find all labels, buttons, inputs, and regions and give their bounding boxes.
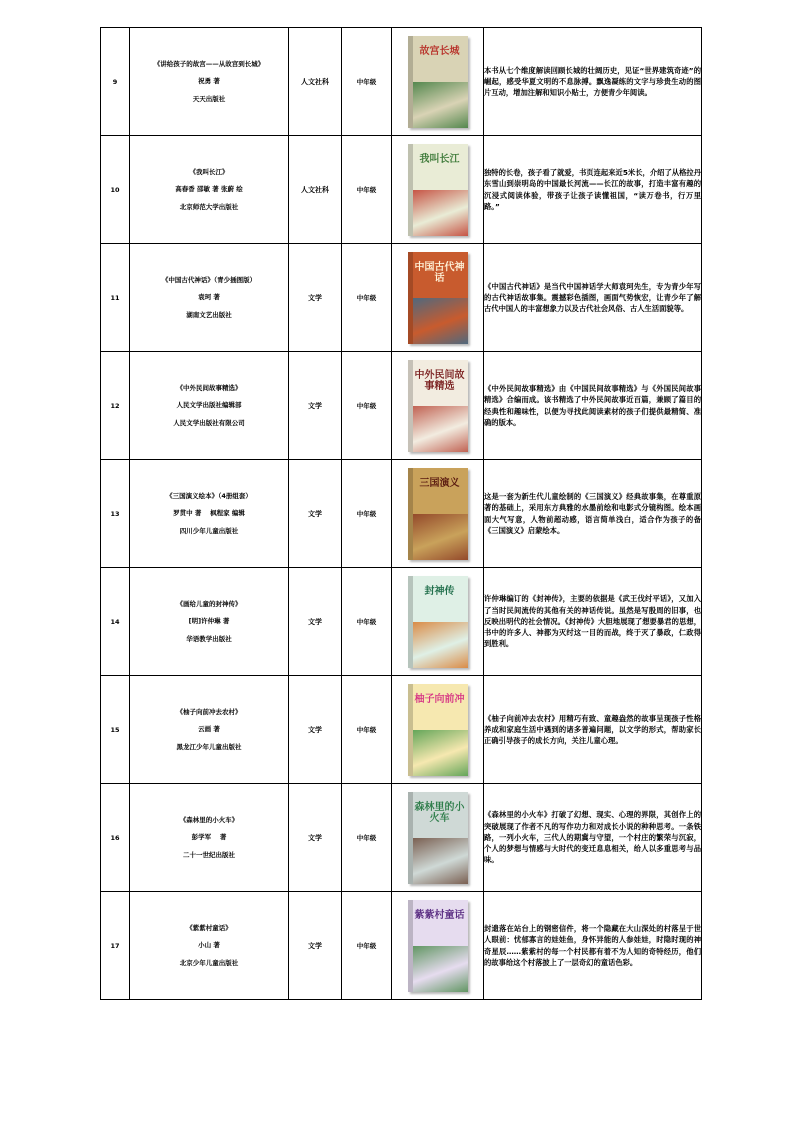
- book-category: 文学: [289, 892, 342, 1000]
- cover-zhongguo-gudai-shenhua: [408, 252, 468, 344]
- cover-illustration: [413, 298, 468, 344]
- book-grade: 中年级: [342, 892, 392, 1000]
- cover-spine: [408, 468, 413, 560]
- cover-illustration: [413, 190, 468, 236]
- cover-youzi-xiangqian-chong: [408, 684, 468, 776]
- book-cover-cell: [392, 892, 484, 1000]
- book-cover-cell: [392, 676, 484, 784]
- book-publisher: 北京师范大学出版社: [179, 202, 239, 211]
- book-publisher: 华语教学出版社: [186, 634, 232, 643]
- cover-spine: [408, 900, 413, 992]
- book-author: 袁珂 著: [198, 293, 220, 302]
- book-info-cell: [130, 28, 289, 136]
- book-cover-cell: [392, 568, 484, 676]
- book-category: 文学: [289, 676, 342, 784]
- book-cover-cell: [392, 28, 484, 136]
- cover-title: 我叫长江: [419, 153, 460, 165]
- book-cover-cell: [392, 136, 484, 244]
- book-info-cell: [130, 460, 289, 568]
- book-author: 云画 著: [198, 725, 220, 734]
- cover-senlin-xiao-huoche: [408, 792, 468, 884]
- book-title: 《柚子向前冲去农村》: [176, 707, 242, 716]
- book-description: 《森林里的小火车》打破了幻想、现实、心理的界限，其创作上的突破展现了作者不凡的写作功力和对成长小说的种种思考。一条铁路，一列小火车，三代人的期冀与守望，一个村庄的繁荣与沉寂，个人的梦想与情感与大时代的变迁息息相关，给人以多重思考与品味。: [484, 784, 702, 892]
- book-title: 《我叫长江》: [189, 167, 229, 176]
- book-description: 《中国古代神话》是当代中国神话学大师袁珂先生，专为青少年写的古代神话故事集。震撼彩色插图，画面气势恢宏，让青少年了解古代中国人的丰富想象力以及古代社会风俗、古人生活面貌等。: [484, 244, 702, 352]
- cover-gugong-changcheng: [408, 36, 468, 128]
- book-info-cell: [130, 352, 289, 460]
- row-number: 13: [101, 460, 130, 568]
- cover-spine: [408, 576, 413, 668]
- cover-zhongwai-minjian-gushi: [408, 360, 468, 452]
- book-author: 小山 著: [198, 941, 220, 950]
- book-title: 《三国演义绘本》（4册组套）: [166, 491, 252, 500]
- cover-spine: [408, 684, 413, 776]
- book-info-cell: [130, 784, 289, 892]
- cover-title: 故宫长城: [419, 45, 460, 57]
- cover-title: 紫紫村童话: [414, 909, 465, 921]
- cover-spine: [408, 252, 413, 344]
- book-grade: 中年级: [342, 244, 392, 352]
- book-publisher: 二十一世纪出版社: [183, 850, 235, 859]
- book-description: 这是一套为新生代儿童绘制的《三国演义》经典故事集，在尊重原著的基础上，采用东方典雅的水墨前绘和电影式分镜构图。绘本画面大气写意，人物前超动感，语言简单浅白，适合作为孩子的备《三国演义》启蒙绘本。: [484, 460, 702, 568]
- book-grade: 中年级: [342, 352, 392, 460]
- table-row: [101, 784, 702, 892]
- book-description: 本书从七个维度解读回顾长城的壮阔历史，见证“世界建筑奇迹”的崛起，感受华夏文明的不息脉搏。飘逸凝练的文字与珍贵生动的图片互动，增加注解和知识小贴士，方便青少年阅读。: [484, 28, 702, 136]
- cover-spine: [408, 360, 413, 452]
- book-cover-cell: [392, 352, 484, 460]
- cover-illustration: [413, 946, 468, 992]
- book-cover-cell: [392, 460, 484, 568]
- cover-wo-jiao-changjiang: [408, 144, 468, 236]
- table-row: [101, 892, 702, 1000]
- table-row: [101, 136, 702, 244]
- cover-title: 中外民间故事精选: [414, 369, 465, 392]
- cover-illustration: [413, 514, 468, 560]
- book-category: 人文社科: [289, 28, 342, 136]
- cover-zizicun-tonghua: [408, 900, 468, 992]
- book-grade: 中年级: [342, 568, 392, 676]
- table-row: [101, 352, 702, 460]
- book-category: 文学: [289, 244, 342, 352]
- book-list-table: [100, 27, 702, 1000]
- book-info-cell: [130, 136, 289, 244]
- cover-title: 中国古代神话: [414, 261, 465, 284]
- book-cover-cell: [392, 244, 484, 352]
- book-grade: 中年级: [342, 136, 392, 244]
- book-category: 文学: [289, 568, 342, 676]
- row-number: 16: [101, 784, 130, 892]
- book-title: 《紫紫村童话》: [186, 923, 232, 932]
- book-author: 人民文学出版社编辑部: [176, 401, 242, 410]
- book-author: 彭学军 著: [191, 833, 227, 842]
- book-description: 《中外民间故事精选》由《中国民间故事精选》与《外国民间故事精选》合编而成。该书精选了中外民间故事近百篇，兼顾了篇目的经典性和趣味性，以便为寻找此阅读素材的孩子们提供最精简、准确的版本。: [484, 352, 702, 460]
- book-title: 《讲给孩子的故宫——从故宫到长城》: [153, 59, 265, 68]
- book-category: 文学: [289, 352, 342, 460]
- book-cover-cell: [392, 784, 484, 892]
- book-category: 文学: [289, 784, 342, 892]
- cover-spine: [408, 792, 413, 884]
- cover-title: 森林里的小火车: [414, 801, 465, 824]
- row-number: 10: [101, 136, 130, 244]
- book-description: 《柚子向前冲去农村》用精巧有致、童趣盎然的故事呈现孩子性格养成和家庭生活中遇到的诸多普遍问题，以文学的形式，帮助家长正确引导孩子的成长方向，关注儿童心理。: [484, 676, 702, 784]
- book-description: 独特的长卷，孩子看了就爱，书页连起来近5米长，介绍了从格拉丹东雪山到崇明岛的中国最长河流——长江的故事，打造丰富有趣的沉浸式阅读体验，带孩子让孩子读懂祖国，“读万卷书，行万里路。”: [484, 136, 702, 244]
- cover-spine: [408, 144, 413, 236]
- cover-sanguo-yanyi: [408, 468, 468, 560]
- book-publisher: 四川少年儿童出版社: [179, 526, 239, 535]
- cover-fengshen-zhuan: [408, 576, 468, 668]
- table-row: [101, 244, 702, 352]
- book-grade: 中年级: [342, 676, 392, 784]
- cover-illustration: [413, 622, 468, 668]
- book-author: 高春香 邵敏 著 张蔚 绘: [175, 185, 243, 194]
- book-publisher: 天天出版社: [192, 94, 226, 103]
- book-grade: 中年级: [342, 460, 392, 568]
- row-number: 11: [101, 244, 130, 352]
- book-title: 《画给儿童的封神传》: [176, 599, 242, 608]
- row-number: 15: [101, 676, 130, 784]
- row-number: 9: [101, 28, 130, 136]
- cover-illustration: [413, 838, 468, 884]
- book-title: 《中国古代神话》（青少插图版）: [161, 275, 257, 284]
- book-publisher: 人民文学出版社有限公司: [173, 418, 245, 427]
- row-number: 14: [101, 568, 130, 676]
- book-info-cell: [130, 568, 289, 676]
- cover-spine: [408, 36, 413, 128]
- cover-title: 柚子向前冲: [414, 693, 465, 705]
- row-number: 12: [101, 352, 130, 460]
- book-description: 许仲琳编订的《封神传》，主要的依据是《武王伐纣平话》，又加入了当时民间流传的其他有关的神话传说。虽然是写殷周的旧事，也反映出明代的社会情况。《封神传》大胆地展现了想要暴君的思想，书中的许多人、神都为灭纣这一目的而战，终于灭了暴政，仁政得到胜利。: [484, 568, 702, 676]
- book-author: 罗贯中 著 枫程家 编辑: [173, 509, 245, 518]
- table-row: [101, 28, 702, 136]
- table-row: [101, 676, 702, 784]
- book-info-cell: [130, 892, 289, 1000]
- cover-title: 三国演义: [419, 477, 460, 489]
- book-grade: 中年级: [342, 28, 392, 136]
- book-category: 文学: [289, 460, 342, 568]
- book-info-cell: [130, 244, 289, 352]
- book-info-cell: [130, 676, 289, 784]
- table-row: [101, 568, 702, 676]
- row-number: 17: [101, 892, 130, 1000]
- book-grade: 中年级: [342, 784, 392, 892]
- book-author: 祝勇 著: [198, 77, 220, 86]
- book-category: 人文社科: [289, 136, 342, 244]
- table-row: [101, 460, 702, 568]
- book-publisher: 北京少年儿童出版社: [179, 958, 239, 967]
- cover-illustration: [413, 730, 468, 776]
- cover-illustration: [413, 406, 468, 452]
- cover-title: 封神传: [424, 585, 455, 597]
- book-publisher: 湖南文艺出版社: [186, 310, 232, 319]
- book-title: 《中外民间故事精选》: [176, 383, 242, 392]
- book-title: 《森林里的小火车》: [179, 815, 239, 824]
- book-author: [明]许仲琳 著: [188, 617, 230, 626]
- cover-illustration: [413, 82, 468, 128]
- book-publisher: 黑龙江少年儿童出版社: [176, 742, 242, 751]
- book-description: 封遗落在站台上的钢密信件，将一个隐藏在大山深处的村落呈于世人眼前：忧郁寡言的娃娃鱼，身怀异能的人参娃娃，时隐时现的神奇星辰……紫紫村的每一个村民都有着不为人知的奇特经历，他们的故事给这个村落披上了一层奇幻的童话色彩。: [484, 892, 702, 1000]
